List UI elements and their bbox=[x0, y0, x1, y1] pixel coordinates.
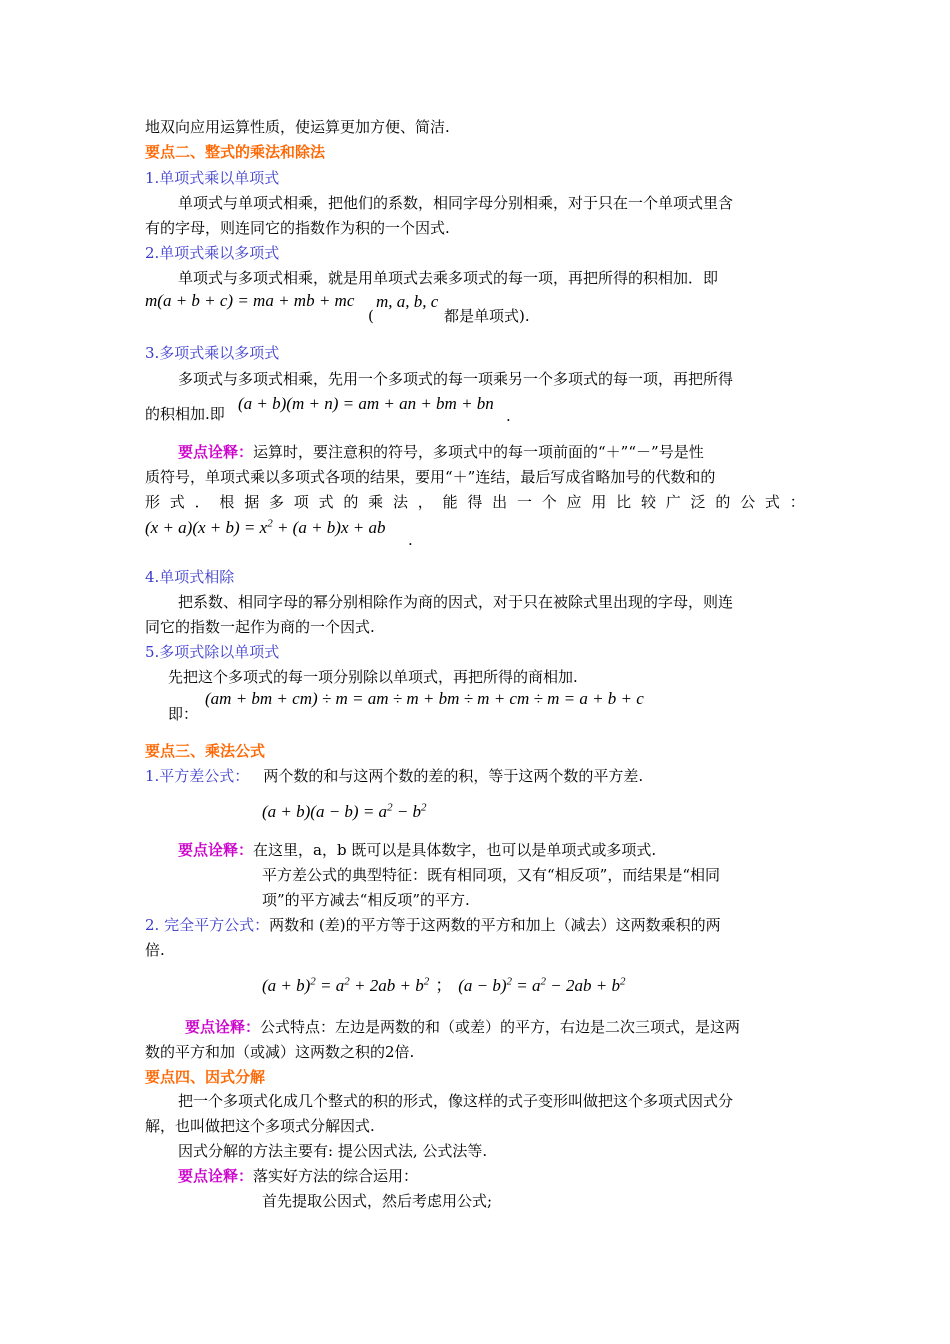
s6-note-line-2: 首先提取公因式，然后考虑用公式; bbox=[262, 1192, 493, 1210]
note1-char: 出 bbox=[492, 493, 508, 511]
f1-note-text: 在这里，a，b 既可以是具体数字，也可以是单项式或多项式. bbox=[253, 841, 657, 859]
s6-line-3: 因式分解的方法主要有: 提公因式法, 公式法等. bbox=[178, 1142, 488, 1160]
s2-suffix: 都是单项式). bbox=[444, 307, 530, 325]
note1-char: 得 bbox=[467, 493, 483, 511]
f1-note-line-3: 项”的平方减去“相反项”的平方. bbox=[262, 891, 470, 909]
f1-line bbox=[145, 766, 643, 786]
s5-line-1: 先把这个多项式的每一项分别除以单项式，再把所得的商相加. bbox=[168, 668, 578, 686]
note1-char: 法 bbox=[392, 493, 408, 511]
note1-formula bbox=[145, 518, 386, 538]
f1-formula-text: $(a + b)(a - b) = a^2 - b^2$ bbox=[262, 801, 427, 821]
s6-line-1: 把一个多项式化成几个整式的积的形式，像这样的式子变形叫做把这个多项式因式分 bbox=[178, 1092, 734, 1110]
note1-char: 多 bbox=[268, 493, 284, 511]
s1-line-1: 单项式与单项式相乘，把他们的系数，相同字母分别相乘，对于只在一个单项式里含 bbox=[178, 194, 734, 212]
section-heading-4: 要点四、因式分解 bbox=[145, 1068, 266, 1086]
f1-note-label: 要点诠释： bbox=[178, 841, 254, 859]
s5-formula-text: (am + bm + cm) ÷ m = am ÷ m + bm ÷ m + cm ÷ m = a + b + c bbox=[205, 689, 644, 708]
s3-formula-text: (a + b)(m + n) = am + an + bm + bn bbox=[238, 394, 494, 413]
f1-title: 1.平方差公式： bbox=[145, 767, 250, 785]
note1-char: 乘 bbox=[368, 493, 384, 511]
subheading-3: 3.多项式乘以多项式 bbox=[145, 344, 280, 362]
f2-formula-2: $(a - b)^2 = a^2 - 2ab + b^2$ bbox=[458, 975, 626, 995]
note1-char: 的 bbox=[715, 493, 731, 511]
s2-line-1: 单项式与多项式相乘，就是用单项式去乘多项式的每一项，再把所得的积相加．即 bbox=[178, 269, 719, 287]
note1-char: ， bbox=[417, 493, 433, 511]
s6-note-line-1 bbox=[178, 1166, 418, 1186]
note1-label: 要点诠释： bbox=[178, 443, 254, 461]
note1-line-1 bbox=[178, 442, 704, 462]
s2-vars bbox=[376, 292, 438, 312]
subheading-4: 4.单项式相除 bbox=[145, 568, 235, 586]
section-heading-2: 要点二、整式的乘法和除法 bbox=[145, 143, 326, 161]
f2-formula-1: $(a + b)^2 = a^2 + 2ab + b^2$ bbox=[262, 975, 430, 995]
f2-desc: 两数和 (差)的平方等于这两数的平方和加上（减去）这两数乘积的两 bbox=[269, 916, 721, 934]
note1-char: 泛 bbox=[690, 493, 706, 511]
s5-prefix: 即： bbox=[168, 705, 199, 723]
note1-char: 广 bbox=[665, 493, 681, 511]
exponent-2: 2 bbox=[540, 975, 547, 988]
s5-formula bbox=[205, 689, 644, 709]
f2-note-label: 要点诠释： bbox=[185, 1018, 261, 1036]
f2-note-line-2: 数的平方和加（或减）这两数之积的2倍. bbox=[145, 1043, 415, 1061]
exponent-2: 2 bbox=[423, 975, 430, 988]
s4-line-1: 把系数、相同字母的幂分别相除作为商的因式，对于只在被除式里出现的字母，则连 bbox=[178, 593, 734, 611]
note1-formula-text: $(x + a)(x + b) = x^2 + (a + b)x$ + ab bbox=[145, 517, 386, 537]
note1-char: 比 bbox=[616, 493, 632, 511]
f1-note-line-1 bbox=[178, 840, 656, 860]
note1-char: 能 bbox=[442, 493, 458, 511]
f1-note-line-2: 平方差公式的典型特征：既有相同项，又有“相反项”，而结果是“相同 bbox=[262, 866, 721, 884]
f2-formulas bbox=[262, 976, 625, 996]
subheading-2: 2.单项式乘以多项式 bbox=[145, 244, 280, 262]
note1-char: 一 bbox=[516, 493, 532, 511]
s3-line-1: 多项式与多项式相乘，先用一个多项式的每一项乘另一个多项式的每一项，再把所得 bbox=[178, 370, 734, 388]
s2-formula bbox=[145, 291, 354, 311]
exponent-2: 2 bbox=[506, 975, 513, 988]
s6-note-text: 落实好方法的综合运用： bbox=[253, 1167, 419, 1185]
s2-paren-open: ( bbox=[368, 307, 374, 325]
note1-line-2: 质符号，单项式乘以多项式各项的结果，要用“＋”连结，最后写成省略加号的代数和的 bbox=[145, 468, 716, 486]
s3-formula bbox=[238, 394, 494, 414]
f2-line bbox=[145, 915, 721, 935]
note1-char: 较 bbox=[640, 493, 656, 511]
exponent-2: 2 bbox=[387, 801, 393, 814]
subheading-5: 5.多项式除以单项式 bbox=[145, 643, 280, 661]
section-heading-3: 要点三、乘法公式 bbox=[145, 742, 266, 760]
s2-formula-text: m(a + b + c) = ma + mb + mc bbox=[145, 291, 355, 310]
s6-note-label: 要点诠释： bbox=[178, 1167, 254, 1185]
f2-note-text: 公式特点：左边是两数的和（或差）的平方，右边是二次三项式，是这两 bbox=[260, 1018, 741, 1036]
note1-char: 形 bbox=[145, 493, 161, 511]
note1-char: 式 bbox=[764, 493, 780, 511]
note1-char: 项 bbox=[293, 493, 309, 511]
note1-char: 个 bbox=[541, 493, 557, 511]
exponent-2: 2 bbox=[619, 975, 626, 988]
f1-formula bbox=[262, 802, 427, 822]
note1-char: ： bbox=[789, 493, 805, 511]
note1-char: ． bbox=[194, 493, 210, 511]
note1-char: 根 bbox=[219, 493, 235, 511]
s6-line-2: 解，也叫做把这个多项式分解因式. bbox=[145, 1117, 375, 1135]
s3-period: . bbox=[506, 407, 511, 425]
note1-char: 的 bbox=[343, 493, 359, 511]
f2-title: 2. 完全平方公式： bbox=[145, 916, 270, 934]
note1-char: 应 bbox=[566, 493, 582, 511]
s3-line-2-prefix: 的积相加.即 bbox=[145, 405, 225, 423]
s4-line-2: 同它的指数一起作为商的一个因式. bbox=[145, 618, 375, 636]
note1-text-1: 运算时，要注意积的符号，多项式中的每一项前面的“＋”“－”号是性 bbox=[253, 443, 704, 461]
exponent-2: 2 bbox=[310, 975, 316, 988]
f1-desc: 两个数的和与这两个数的差的积，等于这两个数的平方差. bbox=[263, 767, 644, 785]
note1-char: 式 bbox=[318, 493, 334, 511]
subheading-1: 1.单项式乘以单项式 bbox=[145, 169, 280, 187]
note1-period: . bbox=[408, 531, 413, 549]
paragraph-continuation: 地双向应用运算性质，使运算更加方便、简洁. bbox=[145, 118, 450, 136]
exponent-2: 2 bbox=[267, 517, 273, 530]
f2-line-2: 倍. bbox=[145, 941, 165, 959]
note1-char: 公 bbox=[740, 493, 756, 511]
note1-char: 用 bbox=[591, 493, 607, 511]
exponent-2: 2 bbox=[344, 975, 350, 988]
s2-vars-text: m, a, b, c bbox=[376, 292, 439, 311]
s1-line-2: 有的字母，则连同它的指数作为积的一个因式. bbox=[145, 219, 450, 237]
note1-char: 据 bbox=[244, 493, 260, 511]
note1-char: 式 bbox=[169, 493, 185, 511]
exponent-2: 2 bbox=[421, 801, 427, 814]
note1-line-3 bbox=[145, 492, 805, 512]
f2-note-line-1 bbox=[185, 1017, 740, 1037]
f2-separator: ； bbox=[435, 976, 453, 995]
